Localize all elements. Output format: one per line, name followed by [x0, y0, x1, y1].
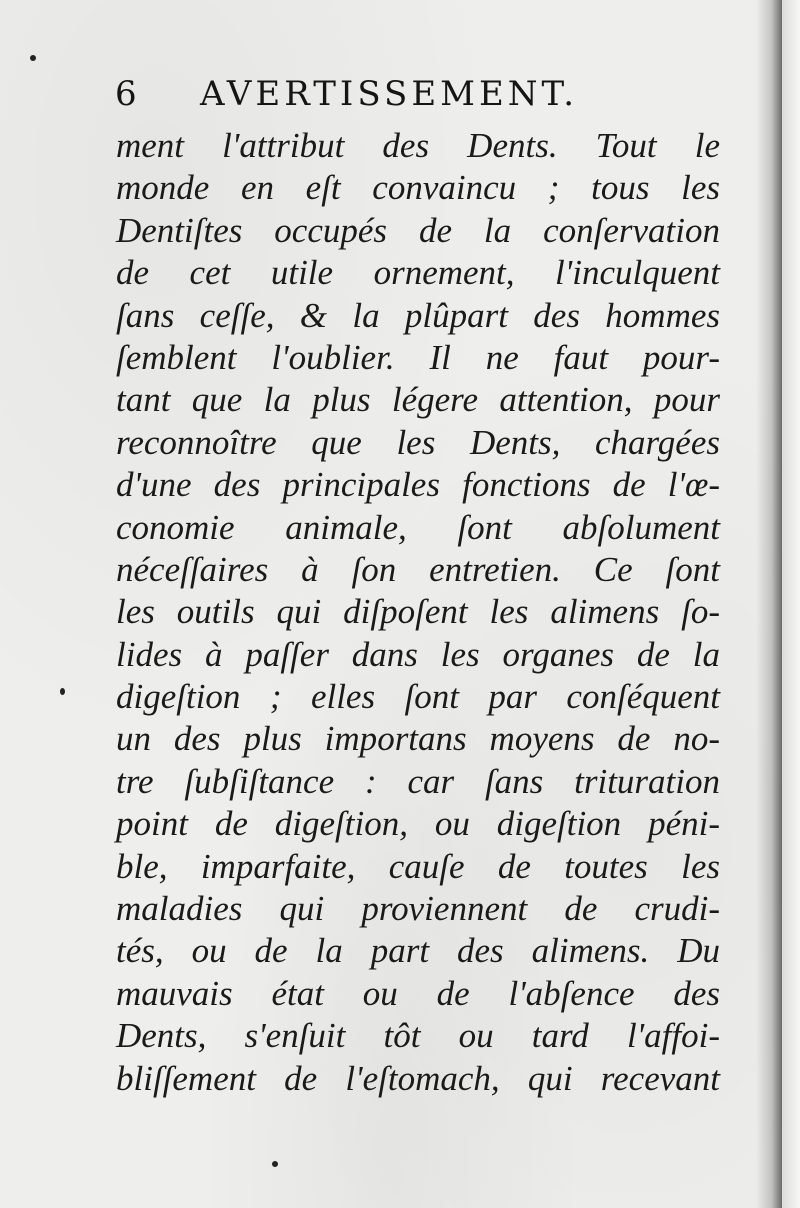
paper-speck [272, 1161, 278, 1167]
text-line: les outils qui diſpoſent les alimens ſo- [116, 592, 720, 632]
text-line: tre ſubſiſtance : car ſans trituration [116, 761, 720, 801]
running-head [115, 70, 675, 118]
running-title: AVERTISSEMENT. [200, 74, 579, 114]
text-line: tant que la plus légere attention, pour [116, 380, 720, 420]
text-line: monde en eſt convaincu ; tous les [116, 168, 720, 208]
text-line: Dentiſtes occupés de la conſervation [116, 210, 720, 250]
text-line: tés, ou de la part des alimens. Du [116, 931, 720, 971]
text-line: lides à paſſer dans les organes de la [116, 634, 720, 674]
paper-speck [30, 55, 36, 61]
text-line: ble, imparfaite, cauſe de toutes les [116, 846, 720, 886]
text-line: de cet utile ornement, l'inculquent [116, 253, 720, 293]
scan-margin [782, 0, 800, 1208]
text-line: ſans ceſſe, & la plûpart des hommes [116, 295, 720, 335]
text-line: digeſtion ; elles ſont par conſéquent [116, 677, 720, 717]
text-line: mauvais état ou de l'abſence des [116, 973, 720, 1013]
text-line: Dents, s'enſuit tôt ou tard l'affoi- [116, 1016, 720, 1056]
text-line: conomie animale, ſont abſolument [116, 507, 720, 547]
page-edge-shadow [756, 0, 782, 1208]
text-line: d'une des principales fonctions de l'œ- [116, 465, 720, 505]
text-line: reconnoître que les Dents, chargées [116, 422, 720, 462]
text-line: bliſſement de l'eſtomach, qui recevant [116, 1058, 720, 1098]
page-number: 6 [115, 74, 137, 114]
text-line: un des plus importans moyens de no- [116, 719, 720, 759]
text-line: néceſſaires à ſon entretien. Ce ſont [116, 549, 720, 589]
text-line: ment l'attribut des Dents. Tout le [116, 126, 720, 165]
body-text [116, 125, 720, 1100]
text-line: point de digeſtion, ou digeſtion péni- [116, 804, 720, 844]
text-line: ſemblent l'oublier. Il ne faut pour- [116, 337, 720, 377]
text-line: maladies qui proviennent de crudi- [116, 889, 720, 929]
paper-speck [60, 688, 65, 695]
